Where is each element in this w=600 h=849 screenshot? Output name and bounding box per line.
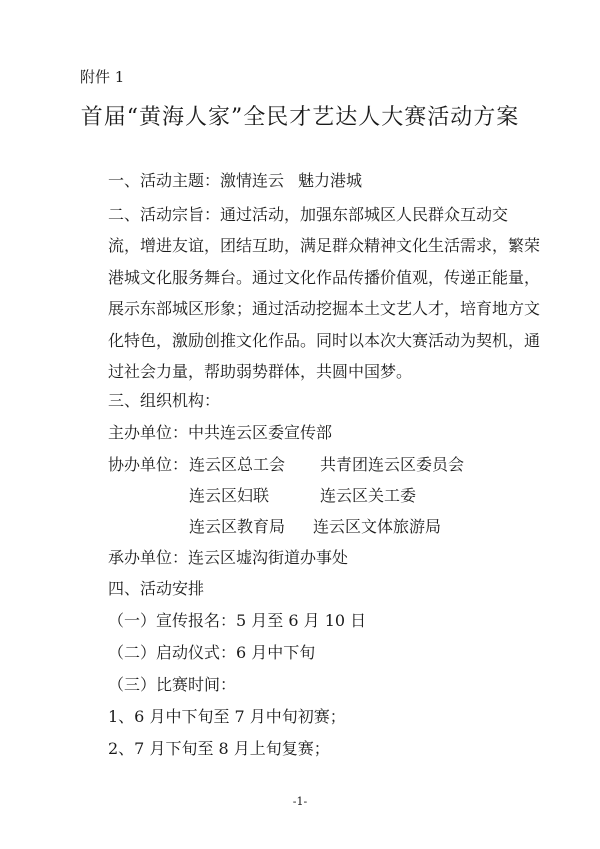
section4-heading: 四、活动安排 [108,579,205,598]
page-number: -1- [292,795,308,808]
section2-text: 通过活动，加强东部城区人民群众互动交流，增进友谊，团结互助，满足群众精神文化生活需求，繁荣港城文化服务舞台。通过文化作品传播价值观，传递正能量，展示东部城区形象；通过活动挖掘本土文艺人才，培育地方文化特色，激励创推文化作品。同时以本次大赛活动为契机，通过社会力量，帮助弱势群体，共圆中国梦。 [108,205,541,382]
section3-heading: 三、组织机构： [108,391,221,410]
host-label: 主办单位： [108,423,189,442]
co-unit-4: 连云区关工委 [320,486,417,505]
section1-heading: 一、活动主题： [108,171,221,190]
document-title: 首届“黄海人家”全民才艺达人大赛活动方案 [80,105,520,130]
section1-line [108,168,362,191]
schedule-sub-1: 1、6 月中下旬至 7 月中旬初赛； [108,707,346,726]
attachment-label: 附件 1 [80,68,125,86]
section2-heading: 二、活动宗旨： [108,205,221,224]
theme-a: 激情连云 [220,171,285,190]
theme-b: 魅力港城 [298,171,363,190]
organizer-label: 承办单位： [108,548,189,567]
co-label: 协办单位： [108,455,189,474]
host-line [108,420,332,443]
organizer-unit: 连云区墟沟街道办事处 [188,548,349,567]
schedule-item-1: （一）宣传报名：5 月至 6 月 10 日 [108,611,367,630]
co-unit-2: 共青团连云区委员会 [320,455,465,474]
co-unit-5: 连云区教育局 [189,517,286,536]
co-unit-1: 连云区总工会 [189,455,286,474]
section2-paragraph [108,199,540,387]
co-unit-3: 连云区妇联 [189,486,270,505]
co-unit-6: 连云区文体旅游局 [313,517,442,536]
organizer-line [108,545,348,568]
schedule-item-2: （二）启动仪式：6 月中下旬 [108,643,316,662]
schedule-item-3: （三）比赛时间： [108,675,237,694]
schedule-sub-2: 2、7 月下旬至 8 月上旬复赛； [108,739,330,758]
host-unit: 中共连云区委宣传部 [188,423,333,442]
